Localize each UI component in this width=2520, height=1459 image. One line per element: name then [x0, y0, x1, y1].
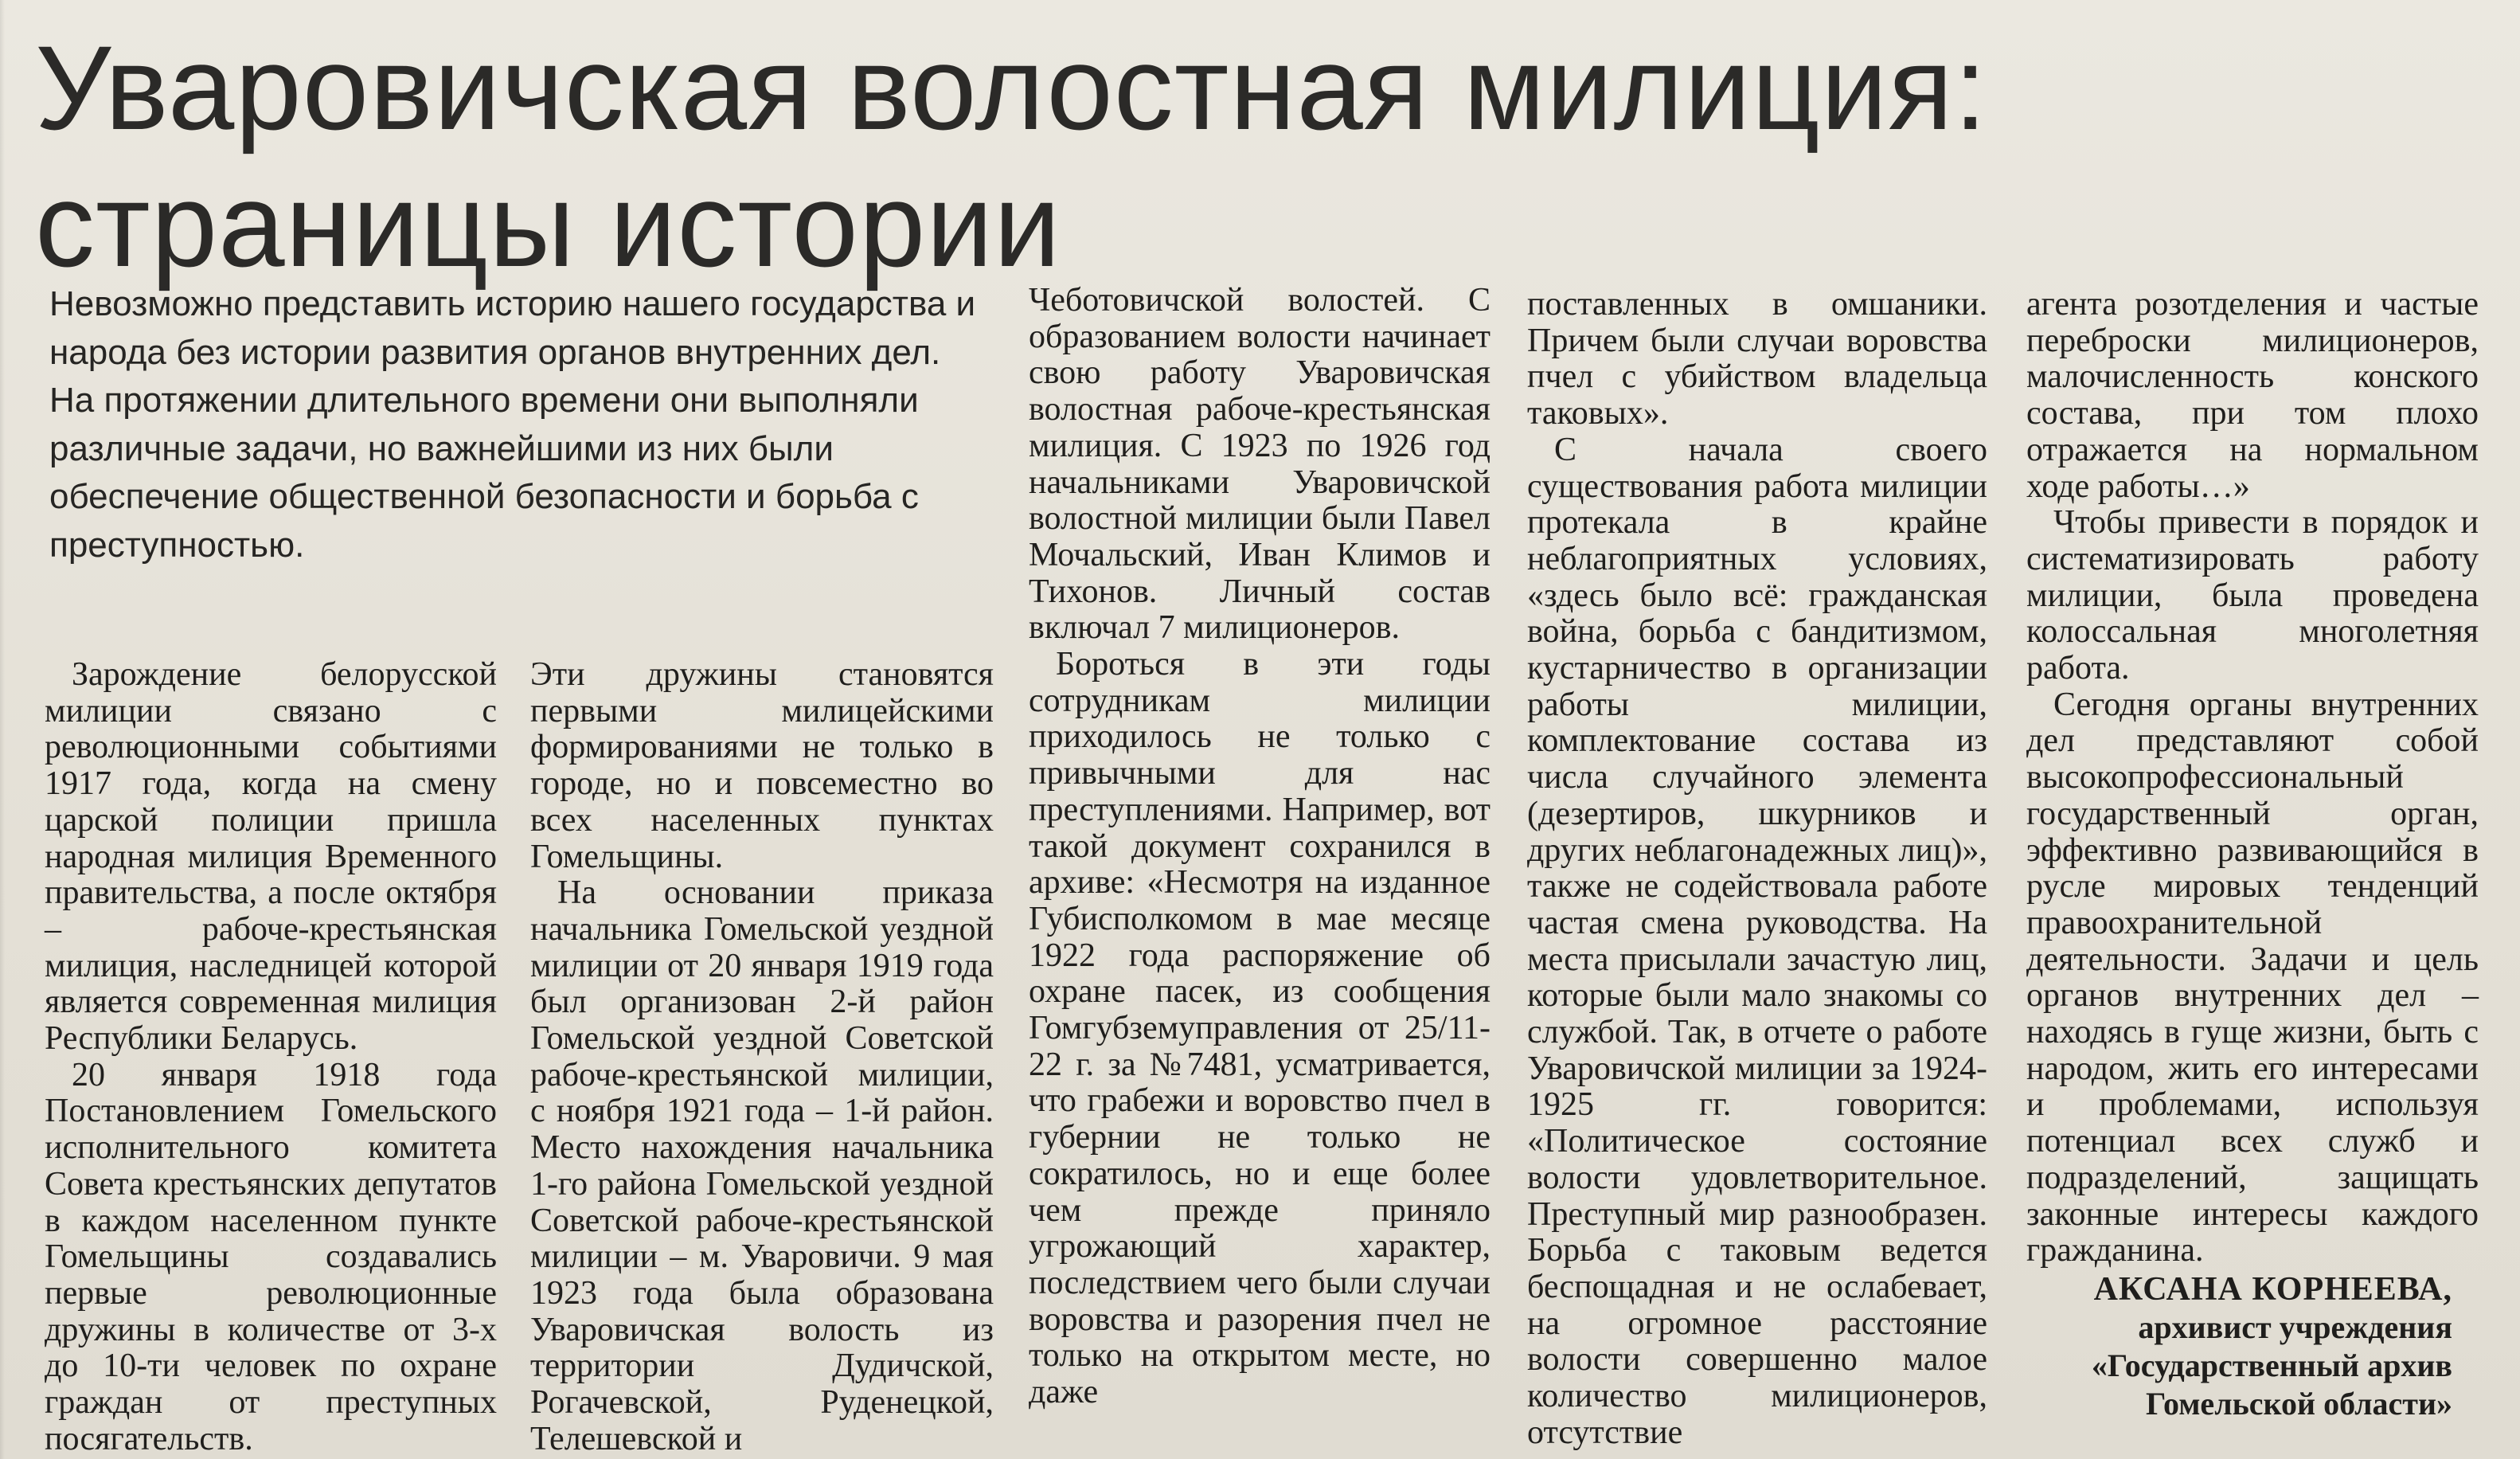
- column-5: [2026, 287, 2479, 1269]
- page-edge-shadow: [0, 0, 5, 1459]
- paragraph: Зарождение белорусской милиции связано с революционными событиями 1917 года, когда на смену царской полиции пришла народная милиция Временного правительства, а после октября – рабоче-крестьянская милиция, наследницей которой является современная милиция Республики Беларусь.: [45, 656, 497, 1058]
- author-organization-line-1: «Государственный архив: [2091, 1348, 2452, 1383]
- paragraph: На основании приказа начальника Гомельской уездной милиции от 20 января 1919 года был организован 2-й район Гомельской уездной Советской рабоче-крестьянской милиции, с ноября 1921 года – 1-й район. Место нахождения начальника 1-го района Гомельской уездной Советской рабоче-крестьянской милиции – м. Уваровичи. 9 мая 1923 года была образована Уваровичская волость из территории Дудичской, Рогачевской, Руденецкой, Телешевской и: [530, 874, 994, 1457]
- paragraph: 20 января 1918 года Постановлением Гомельского исполнительного комитета Совета крестьянских депутатов в каждом населенном пункте Гомельщины создавались первые революционные дружины в количестве от 3-х до 10-ти человек по охране граждан от преступных посягательств.: [45, 1056, 497, 1457]
- column-4: [1527, 287, 1987, 1452]
- article-title: Уваровичская волостная милиция: страницы истории: [35, 21, 1988, 291]
- paragraph: агента розотделения и частые переброски милиционеров, малочисленность конского состава, при том плохо отражается на нормальном ходе работы…»: [2026, 286, 2479, 505]
- paragraph: Бороться в эти годы сотрудникам милиции приходилось не только с привычными для нас преступлениями. Например, вот такой документ сохранился в архиве: «Несмотря на изданное Губисполкомом в мае месяце 1922 года распоряжение об охране пасек, из сообщения Гомгубземуправления от 25/11-22 г. за №7481, усматривается, что грабежи и воровство пчел в губернии не только не сократилось, но и еще более чем прежде приняло угрожающий характер, последствием чего были случаи воровства и разорения пчел не только на открытом месте, но даже: [1029, 646, 1491, 1411]
- column-3: [1029, 283, 1491, 1411]
- author-organization-line-2: Гомельской области»: [2146, 1386, 2452, 1422]
- author-position: архивист учреждения: [2138, 1309, 2452, 1345]
- paragraph: Чеботовичской волостей. С образованием волости начинает свою работу Уваровичская волостная рабоче-крестьянская милиция. С 1923 по 1926 год начальниками Уваровичской волостной милиции были Павел Мочальский, Иван Климов и Тихонов. Личный состав включал 7 милиционеров.: [1029, 282, 1491, 647]
- paragraph: поставленных в омшаники. Причем были случаи воровства пчел с убийством владельца таковых».: [1527, 286, 1987, 432]
- author-byline: [1967, 1270, 2452, 1423]
- author-name: АКСАНА КОРНЕЕВА,: [2093, 1271, 2452, 1308]
- article-lead: Невозможно представить историю нашего государства и народа без истории развития органов внутренних дел. На протяжении длительного времени они выполняли различные задачи, но важнейшими из них были обеспечение общественной безопасности и борьба с преступностью.: [49, 284, 976, 565]
- paragraph: Эти дружины становятся первыми милицейскими формированиями не только в городе, но и повсеместно во всех населенных пунктах Гомельщины.: [530, 656, 994, 875]
- column-1: [45, 657, 497, 1457]
- column-2: [530, 657, 994, 1457]
- paragraph: С начала своего существования работа милиции протекала в крайне неблагоприятных условиях, «здесь было всё: гражданская война, борьба с бандитизмом, кустарничество в организации работы милиции, комплектование состава из числа случайного элемента (дезертиров, шкурников и других неблагонадежных лиц)», также не содействовала работе частая смена руководства. На места присылали зачастую лиц, которые были мало знакомы со службой. Так, в отчете о работе Уваровичской милиции за 1924-1925 гг. говорится: «Политическое состояние волости удовлетворительное. Преступный мир разнообразен. Борьба с таковым ведется беспощадная и не ослабевает, на огромное расстояние волости совершенно малое количество милиционеров, отсутствие: [1527, 431, 1987, 1451]
- paragraph: Чтобы привести в порядок и систематизировать работу милиции, была проведена колоссальная многолетняя работа.: [2026, 504, 2479, 687]
- paragraph: Сегодня органы внутренних дел представляют собой высокопрофессиональный государственный орган, эффективно развивающийся в русле мировых тенденций правоохранительной деятельности. Задачи и цель органов внутренних дел – находясь в гуще жизни, быть с народом, жить его интересами и проблемами, используя потенциал всех служб и подразделений, защищать законные интересы каждого гражданина.: [2026, 686, 2479, 1269]
